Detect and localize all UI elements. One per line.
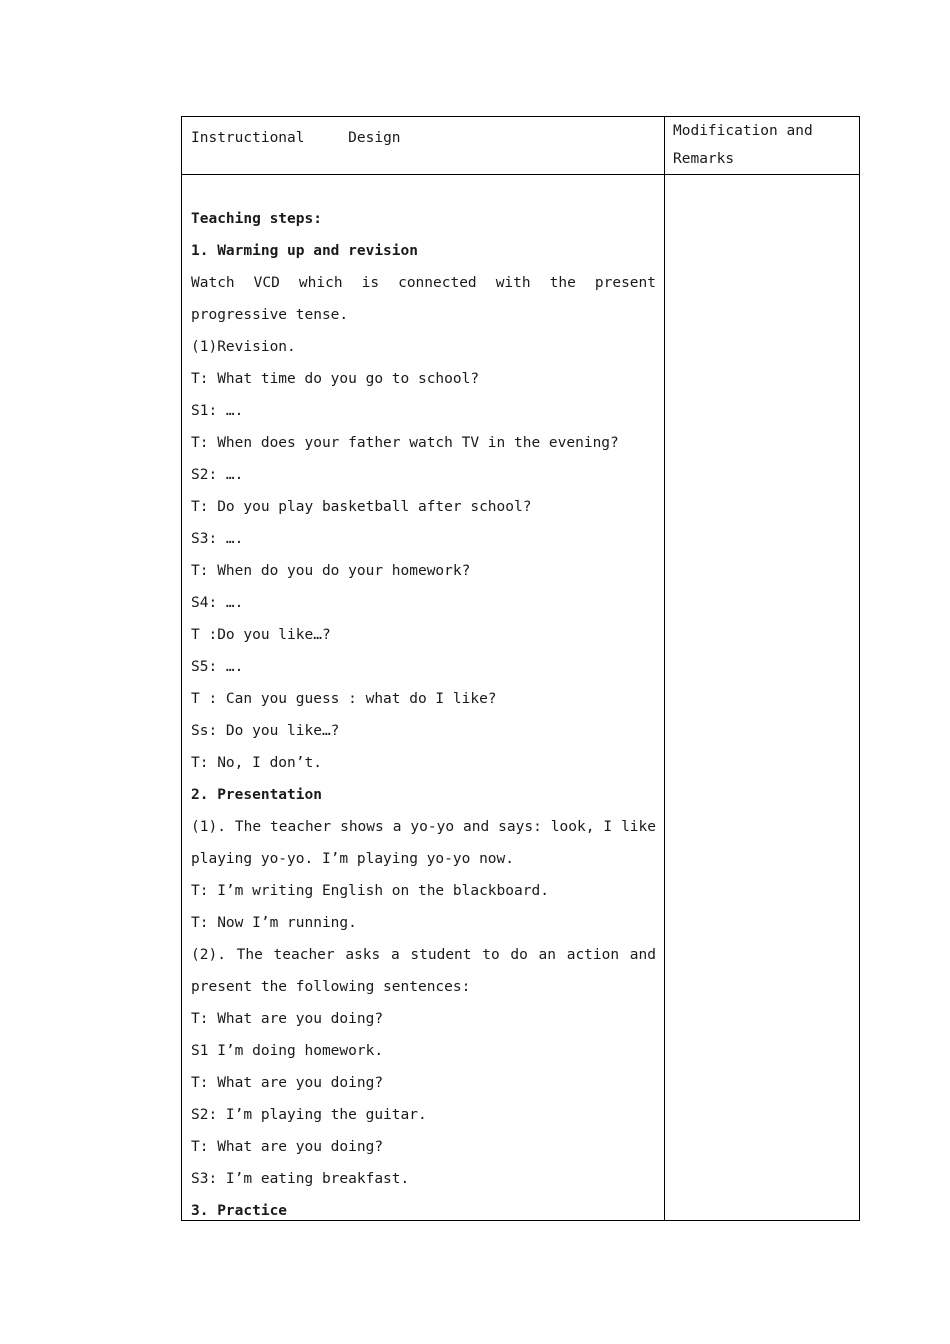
content-line: T :Do you like…? bbox=[191, 627, 331, 643]
content-line: S5: …. bbox=[191, 659, 244, 675]
instructional-content bbox=[191, 203, 656, 1227]
content-line: S2: I’m playing the guitar. bbox=[191, 1107, 427, 1123]
content-line: Ss: Do you like…? bbox=[191, 723, 340, 739]
header-modification: Modification and bbox=[673, 123, 813, 139]
content-line: (1)Revision. bbox=[191, 339, 296, 355]
content-line: T: I’m writing English on the blackboard. bbox=[191, 883, 549, 899]
content-line: S3: I’m eating breakfast. bbox=[191, 1171, 410, 1187]
content-line: Watch VCD which is connected with the present bbox=[191, 275, 656, 291]
content-line: playing yo-yo. I’m playing yo-yo now. bbox=[191, 851, 515, 867]
lesson-plan-table bbox=[181, 116, 860, 1221]
section-heading: 2. Presentation bbox=[191, 787, 322, 803]
content-line: present the following sentences: bbox=[191, 979, 471, 995]
content-line: S1: …. bbox=[191, 403, 244, 419]
content-line: progressive tense. bbox=[191, 307, 349, 323]
content-line: S4: …. bbox=[191, 595, 244, 611]
content-line: S3: …. bbox=[191, 531, 244, 547]
content-line: T: When do you do your homework? bbox=[191, 563, 471, 579]
header-remarks: Remarks bbox=[673, 151, 735, 167]
content-line: T : Can you guess : what do I like? bbox=[191, 691, 497, 707]
content-line: (1). The teacher shows a yo-yo and says: look, I like bbox=[191, 819, 656, 835]
content-line: S1 I’m doing homework. bbox=[191, 1043, 384, 1059]
content-line: T: What are you doing? bbox=[191, 1075, 384, 1091]
content-line: T: Now I’m running. bbox=[191, 915, 357, 931]
header-design: Design bbox=[348, 130, 401, 146]
content-line: T: What are you doing? bbox=[191, 1011, 384, 1027]
content-line: (2). The teacher asks a student to do an action and bbox=[191, 947, 656, 963]
header-modification-remarks bbox=[673, 117, 853, 173]
header-instructional: Instructional bbox=[191, 130, 305, 146]
section-heading: 1. Warming up and revision bbox=[191, 243, 418, 259]
content-line: T: What are you doing? bbox=[191, 1139, 384, 1155]
section-heading: Teaching steps: bbox=[191, 211, 322, 227]
header-divider bbox=[182, 174, 859, 175]
content-line: T: No, I don’t. bbox=[191, 755, 322, 771]
content-line: S2: …. bbox=[191, 467, 244, 483]
content-line: T: What time do you go to school? bbox=[191, 371, 480, 387]
column-divider bbox=[664, 117, 665, 1220]
content-line: T: Do you play basketball after school? bbox=[191, 499, 532, 515]
content-line: T: When does your father watch TV in the evening? bbox=[191, 435, 619, 451]
header-instructional-design bbox=[191, 129, 401, 147]
section-heading: 3. Practice bbox=[191, 1203, 288, 1219]
